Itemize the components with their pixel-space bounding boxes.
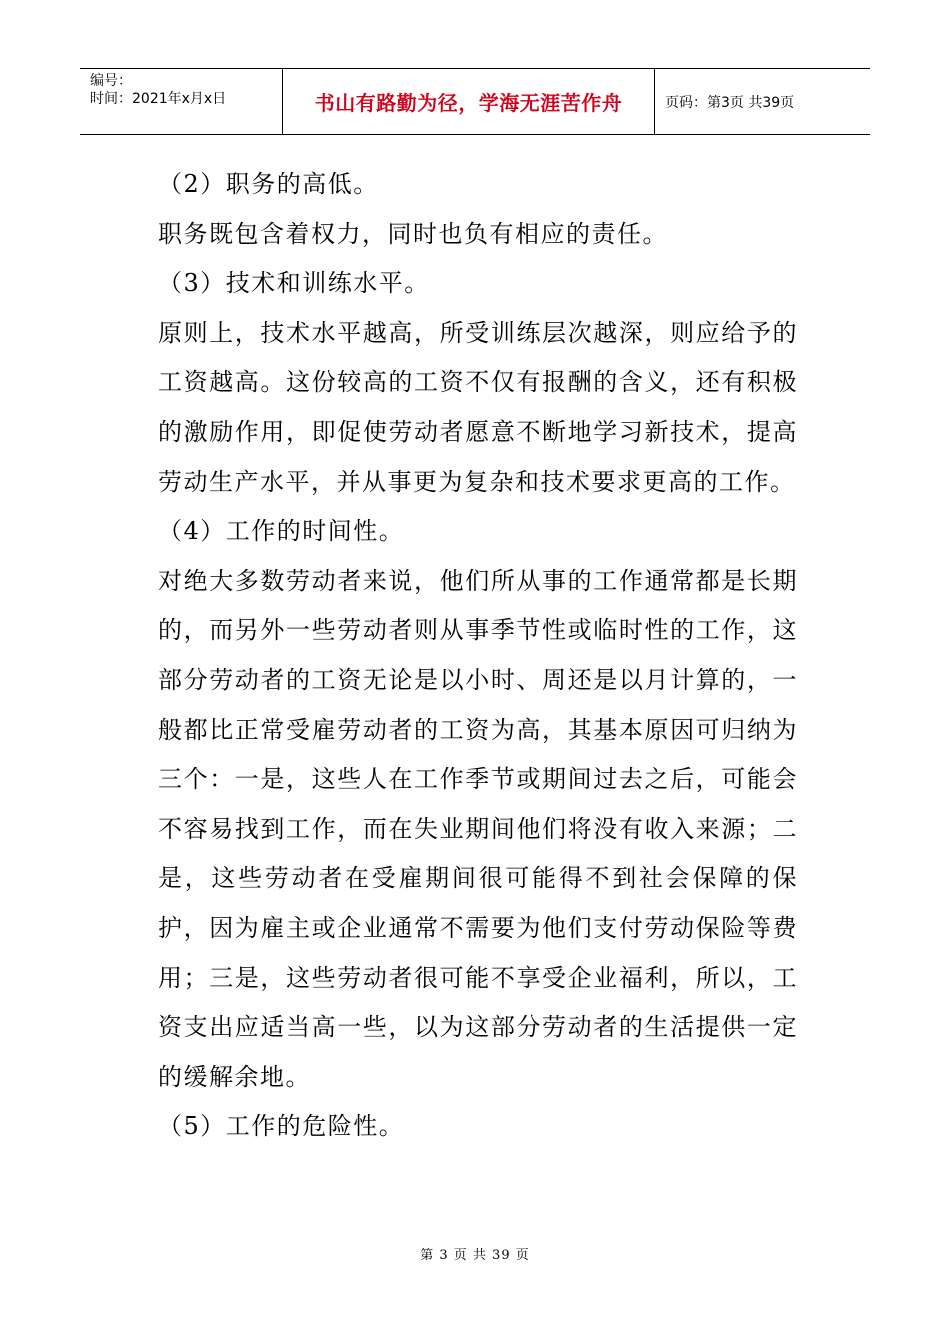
section-heading: （4）工作的时间性。 [158, 517, 405, 546]
section-heading: （3）技术和训练水平。 [158, 269, 430, 298]
document-date-label: 时间：2021年x月x日 [90, 91, 227, 107]
body-paragraph: 对绝大多数劳动者来说，他们所从事的工作通常都是长期的，而另外一些劳动者则从事季节性或临时性的工作，这部分劳动者的工资无论是以小时、周还是以月计算的，一般都比正常受雇劳动者的工资为高，其基本原因可归纳为三个：一是，这些人在工作季节或期间过去之后，可能会不容易找到工作，而在失业期间他们将没有收入来源；二是，这些劳动者在受雇期间很可能得不到社会保障的保护，因为雇主或企业通常不需要为他们支付劳动保险等费用；三是，这些劳动者很可能不享受企业福利，所以，工资支出应适当高一些，以为这部分劳动者的生活提供一定的缓解余地。 [158, 566, 798, 1091]
document-number-label: 编号： [90, 73, 132, 89]
header-meta [80, 69, 283, 134]
header-page-info: 页码：第3页 共39页 [665, 94, 795, 111]
section-heading: （5）工作的危险性。 [158, 1112, 405, 1141]
header-motto: 书山有路勤为径，学海无涯苦作舟 [283, 69, 655, 134]
document-body [158, 160, 798, 1152]
page-header [80, 68, 870, 135]
section-heading: （2）职务的高低。 [158, 170, 379, 198]
body-paragraph: 职务既包含着权力，同时也负有相应的责任。 [158, 219, 668, 248]
body-paragraph: 原则上，技术水平越高，所受训练层次越深，则应给予的工资越高。这份较高的工资不仅有报酬的含义，还有积极的激励作用，即促使劳动者愿意不断地学习新技术，提高劳动生产水平，并从事更为复杂和技术要求更高的工作。 [158, 318, 798, 496]
page-footer: 第 3 页 共 39 页 [420, 1248, 530, 1263]
